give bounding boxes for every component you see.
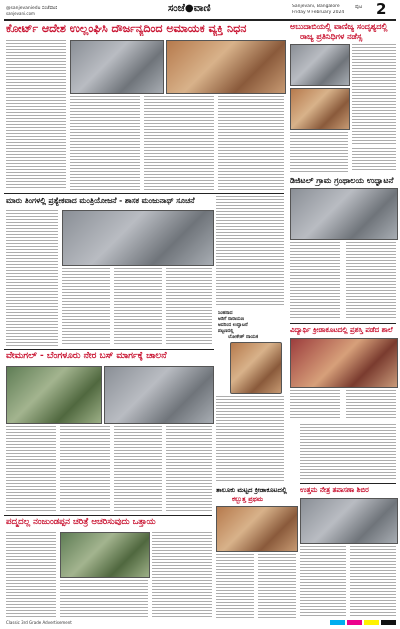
- page-number: 2: [376, 0, 387, 18]
- bus-text-2: [60, 426, 110, 512]
- headline-2: ಮಾರು ತಿಂಗಳಲ್ಲಿ ಪ್ರತ್ಯೇಕವಾದ ಮಂತ್ರಿಯೋಜನೆ - ಶಾಸಕ ಮಂಜುನಾಥ್ ಸೂಚನೆ: [6, 196, 195, 205]
- mid-right-photo: [290, 338, 398, 388]
- header-rule: [4, 19, 396, 21]
- bus-photo-1: [6, 366, 102, 424]
- footer-left: Classic 3rd Grade Advertisement: [6, 620, 72, 625]
- profile-line1: ಸಿಂಹನಾದ: [218, 311, 233, 316]
- story2-text-2: [62, 268, 110, 346]
- story-text-col2: [70, 96, 140, 190]
- edition: Sanjevani, Bangalore: [292, 4, 340, 9]
- mid-text-1: [216, 196, 284, 306]
- story2-text-4: [166, 268, 212, 346]
- right-lower-text: [300, 424, 396, 480]
- story4-photo: [60, 532, 150, 578]
- story-photo-1: [70, 40, 164, 94]
- masthead: ಸಂಜೆ●ವಾಣಿ: [168, 3, 211, 14]
- right-text-1: [352, 44, 396, 144]
- digital-photo: [290, 188, 398, 240]
- talk-photo: [216, 506, 298, 552]
- headline-right-bottom: ಉತ್ತಮ ನೇತ್ರ ತಪಾಸಣಾ ಶಿಬಿರ: [300, 486, 369, 494]
- eye-text-1: [300, 546, 346, 618]
- talk-text-1: [216, 554, 254, 618]
- profile-photo: [230, 342, 282, 394]
- profile-line4: ಪಟ್ಟಣದಲ್ಲಿ: [218, 329, 234, 334]
- profile-name: ಲೋಕೇಶ್ ನಾಯಕ: [228, 334, 259, 340]
- headline-right-1: ಅಬುದಾಬಿಯಲ್ಲಿ ವಾಣಿಜ್ಯ ಸಂದೃಶ್ಯದಲ್ಲಿ: [290, 22, 388, 31]
- color-registration-bar: [330, 620, 396, 625]
- story4-text-1: [6, 532, 56, 618]
- right-photo-1: [290, 44, 350, 86]
- right-text-2: [290, 132, 348, 172]
- page-label: ಪುಟ: [355, 4, 363, 10]
- rule-right-bottom: [300, 483, 396, 484]
- story-text-col1: [6, 40, 66, 190]
- headline-talk-2: ಕಲ್ಬುತ್ತ ಪ್ರಥಮ: [232, 495, 264, 503]
- profile-line3: ಅವರಿಂದ ಉದ್ಘಾಟನೆ: [218, 323, 248, 328]
- bus-text-1: [6, 426, 56, 512]
- rule-3: [4, 349, 214, 350]
- headline-talk: ತಾಲೂಕು ಮಟ್ಟದ ಕ್ರೀಡಾಕೂಟದಲ್ಲಿ: [216, 486, 287, 494]
- rule-4: [4, 515, 212, 516]
- website: sanjevani.com: [6, 11, 35, 16]
- headline-mid-right: ವಿದ್ಯಾರ್ಥಿ ಕ್ರೀಡಾಕೂಟದಲ್ಲಿ ಪ್ರಶಸ್ತಿ ಪಡೆದ ಶಾಲೆ: [290, 326, 393, 334]
- story2-text-1: [6, 210, 58, 346]
- headline-4: ಪದ್ಮದಲ್ಲ ನಂಜುಂಡಪ್ಪನ ಚರಿತ್ರೆ ಆಚರಿಸುವುದು ಒತ್ತಾಯ: [6, 517, 156, 527]
- story4-text-3: [152, 532, 212, 618]
- social-handle: @sanjevaniedu ಸಂಜೆವಾಣಿ: [6, 6, 58, 11]
- rule-2: [4, 193, 284, 194]
- mid-right-text-1: [290, 390, 340, 420]
- story4-text-2: [60, 580, 148, 618]
- talk-text-2: [258, 554, 296, 618]
- story2-photo: [62, 210, 214, 266]
- mid-right-text-2: [346, 390, 396, 420]
- headline-right-2: ರಾಜ್ಯ ಪ್ರತಿನಿಧಿಗಳ ನಡೆಸ್ಸ: [300, 32, 362, 41]
- right-text-3: [352, 148, 396, 172]
- story-text-col3: [144, 96, 214, 190]
- bus-text-4: [166, 426, 212, 512]
- bus-text-3: [114, 426, 162, 512]
- eye-text-2: [350, 546, 396, 618]
- digital-text-2: [346, 242, 396, 320]
- story2-text-3: [114, 268, 162, 346]
- rule-mid-right: [290, 323, 396, 324]
- eye-camp-photo: [300, 498, 398, 544]
- headline-digital: ಡಿಜಿಟಲ್ ಗ್ರಾಮ ಗ್ರಂಥಾಲಯ ಉದ್ಘಾಟನೆ: [290, 176, 394, 185]
- story-text-col4: [218, 96, 284, 190]
- date: Friday 9 February 2024: [292, 10, 345, 15]
- story-photo-2: [166, 40, 286, 94]
- right-photo-2: [290, 88, 350, 130]
- digital-text-1: [290, 242, 340, 320]
- headline-main: ಕೋರ್ಟ್ ಆದೇಶ ಉಲ್ಲಂಘಿಸಿ ದೌರ್ಜನ್ಯದಿಂದ ಅಮಾಯಕ ವ್ಯಕ್ತಿ ನಿಧನ: [6, 22, 247, 35]
- headline-3: ವೇಮಗಲ್ - ಬೆಂಗಳೂರು ನೇರ ಬಸ್ ಮಾರ್ಗಕ್ಕೆ ಚಾಲನೆ: [6, 351, 167, 361]
- mid-text-2: [216, 396, 284, 482]
- bus-photo-2: [104, 366, 214, 424]
- profile-line2: ಅಡಿಗೆ ನಾರಾಯಣ: [218, 317, 245, 322]
